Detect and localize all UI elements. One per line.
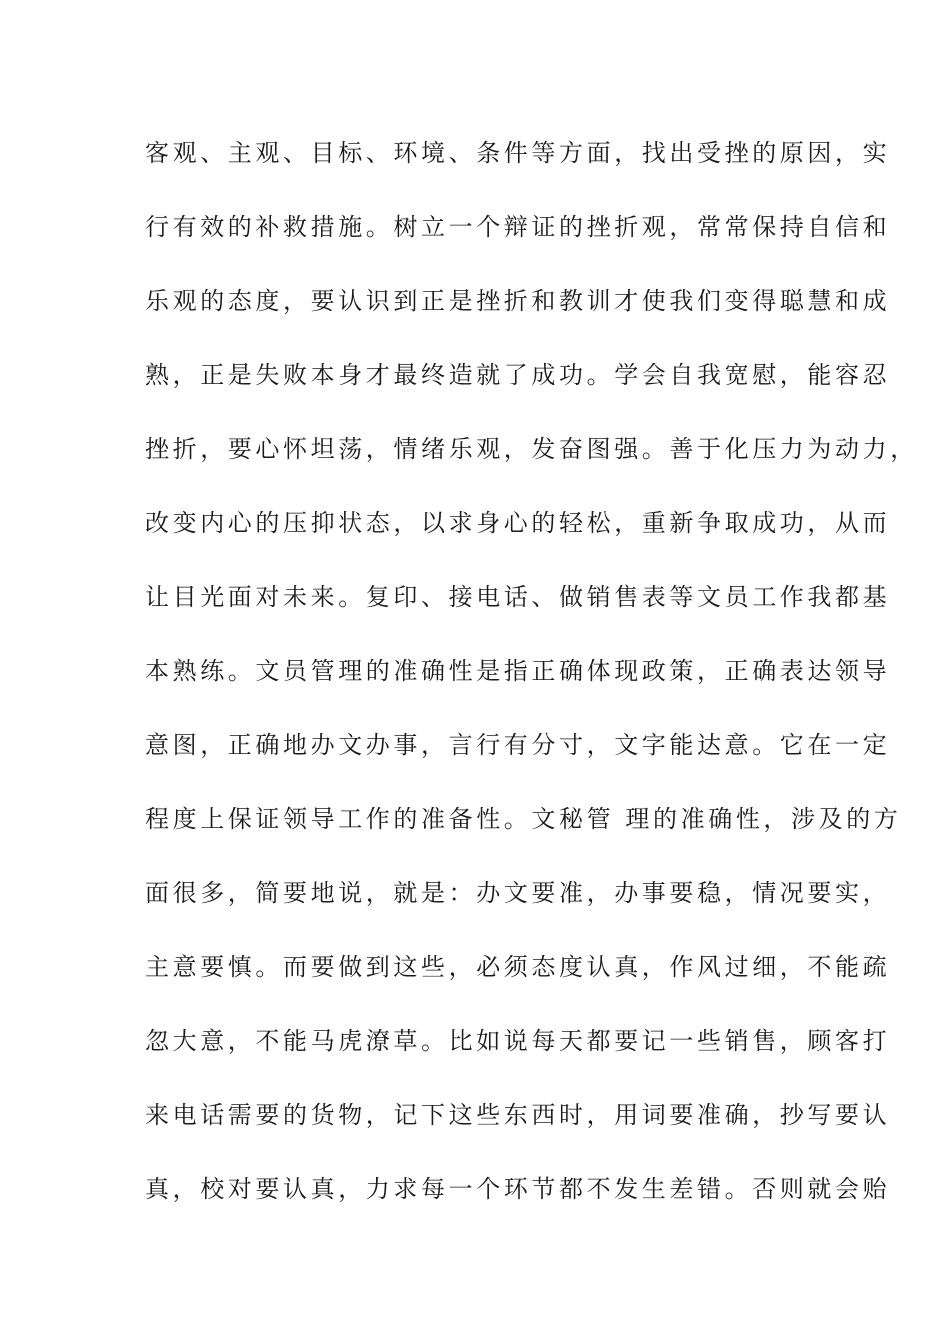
text-line: 挫折，要心怀坦荡，情绪乐观，发奋图强。善于化压力为动力， — [145, 435, 918, 463]
text-line: 真，校对要认真，力求每一个环节都不发生差错。否则就会贻 — [145, 1175, 891, 1203]
text-line: 面很多，简要地说，就是：办文要准，办事要稳，情况要实， — [145, 879, 891, 907]
text-line: 熟，正是失败本身才最终造就了成功。学会自我宽慰，能容忍 — [145, 361, 891, 389]
text-line: 改变内心的压抑状态，以求身心的轻松，重新争取成功，从而 — [145, 509, 891, 537]
text-line: 程度上保证领导工作的准备性。文秘管 理的准确性，涉及的方 — [145, 805, 902, 833]
text-line: 行有效的补救措施。树立一个辩证的挫折观，常常保持自信和 — [145, 213, 891, 241]
body-text — [145, 128, 918, 1238]
text-line: 意图，正确地办文办事，言行有分寸，文字能达意。它在一定 — [145, 731, 891, 759]
text-line: 忽大意，不能马虎潦草。比如说每天都要记一些销售，顾客打 — [145, 1027, 891, 1055]
text-line: 主意要慎。而要做到这些，必须态度认真，作风过细，不能疏 — [145, 953, 891, 981]
text-line: 客观、主观、目标、环境、条件等方面，找出受挫的原因，实 — [145, 139, 891, 167]
text-line: 乐观的态度，要认识到正是挫折和教训才使我们变得聪慧和成 — [145, 287, 891, 315]
text-line: 本熟练。文员管理的准确性是指正确体现政策，正确表达领导 — [145, 657, 891, 685]
text-line: 来电话需要的货物，记下这些东西时，用词要准确，抄写要认 — [145, 1101, 891, 1129]
text-line: 让目光面对未来。复印、接电话、做销售表等文员工作我都基 — [145, 583, 891, 611]
